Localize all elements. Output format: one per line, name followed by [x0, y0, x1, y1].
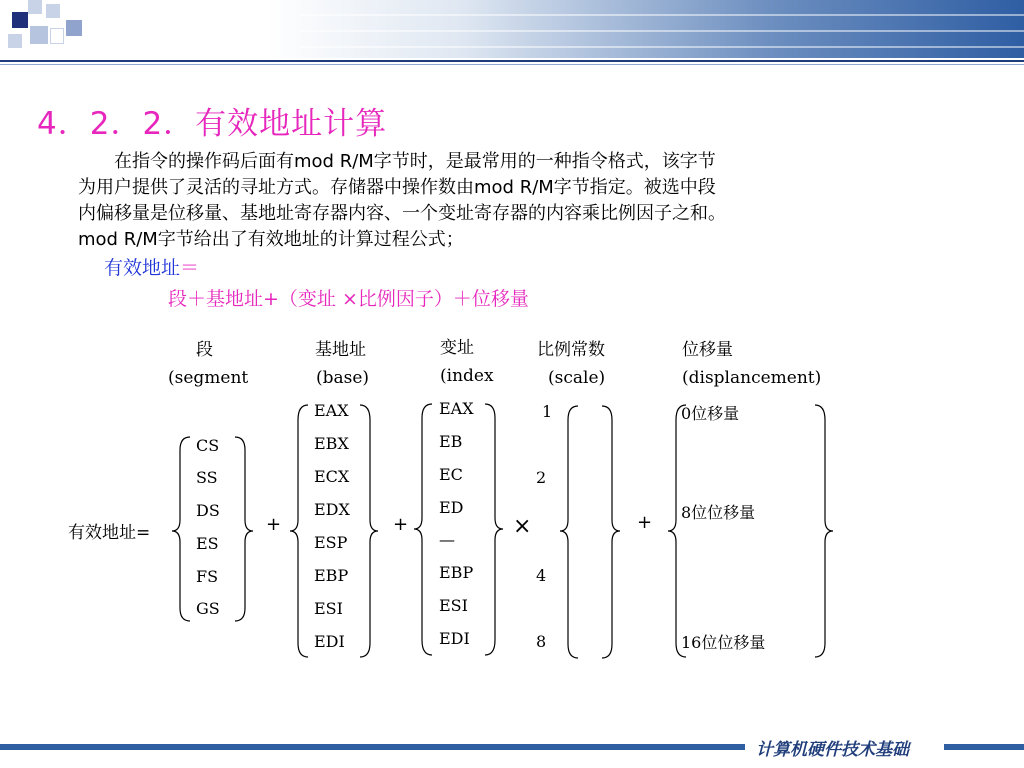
scale-value: 1 — [542, 402, 553, 421]
base-register: ESI — [314, 599, 343, 618]
base-register: EBX — [314, 434, 349, 453]
scale-value: 2 — [536, 468, 547, 487]
header-scale-en: (scale) — [548, 368, 606, 388]
index-register: EB — [439, 432, 463, 451]
displacement-option: 0位移量 — [681, 404, 740, 423]
header-segment-en: (segment — [168, 368, 249, 388]
scale-value: 8 — [536, 632, 547, 651]
right-brace — [815, 405, 833, 657]
segment-register: GS — [196, 599, 220, 618]
footer-title: 计算机硬件技术基础 — [756, 740, 909, 760]
index-register: EBP — [439, 563, 474, 582]
formula-term: 有效地址 — [104, 257, 181, 279]
header-scale-cn: 比例常数 — [537, 340, 605, 360]
base-register: ESP — [314, 533, 348, 552]
left-brace — [668, 405, 686, 657]
base-register: EDI — [314, 632, 345, 651]
segment-register: FS — [196, 567, 219, 586]
index-register: ESI — [439, 596, 468, 615]
paragraph-line: mod R/M字节给出了有效地址的计算过程公式； — [78, 229, 464, 250]
page-title: 4．2．2．有效地址计算 — [37, 106, 388, 142]
left-brace — [290, 405, 308, 657]
segment-register: ES — [196, 534, 219, 553]
times-operator: × — [513, 514, 532, 539]
footer-bar — [0, 744, 745, 750]
lhs-label: 有效地址= — [68, 523, 151, 543]
plus-operator: + — [393, 514, 409, 535]
scale-value: 4 — [536, 566, 547, 585]
header-displacement-cn: 位移量 — [682, 340, 733, 360]
header-index-en: (index — [440, 366, 494, 386]
base-register: ECX — [314, 467, 350, 486]
base-register: EAX — [314, 401, 349, 420]
header-index-cn: 变址 — [440, 338, 474, 358]
segment-register: DS — [196, 501, 220, 520]
displacement-option: 16位位移量 — [681, 633, 766, 652]
index-register: EAX — [439, 399, 474, 418]
right-brace — [485, 404, 503, 655]
index-register: EC — [439, 465, 463, 484]
segment-register: SS — [196, 468, 218, 487]
left-brace — [414, 404, 432, 655]
header-base-cn: 基地址 — [315, 340, 366, 360]
left-brace — [560, 406, 578, 658]
index-register: — — [439, 530, 455, 549]
footer-bar — [944, 744, 1024, 750]
segment-register: CS — [196, 436, 220, 455]
formula-expression: 段＋基地址+（变址 ×比例因子）＋位移量 — [168, 288, 529, 310]
index-register: ED — [439, 498, 464, 517]
header-segment-cn: 段 — [196, 340, 213, 360]
right-brace — [602, 406, 620, 658]
left-brace — [172, 437, 190, 621]
base-register: EBP — [314, 566, 349, 585]
paragraph-line: 为用户提供了灵活的寻址方式。存储器中操作数由mod R/M字节指定。被选中段 — [78, 177, 716, 198]
plus-operator: + — [266, 514, 282, 535]
header-displacement-en: (displancement) — [682, 368, 822, 388]
index-register: EDI — [439, 629, 470, 648]
plus-operator: + — [637, 512, 653, 533]
formula-equals: ＝ — [180, 257, 200, 279]
header-base-en: (base) — [316, 368, 370, 388]
base-register: EDX — [314, 500, 350, 519]
paragraph-line: 内偏移量是位移量、基地址寄存器内容、一个变址寄存器的内容乘比例因子之和。 — [78, 203, 726, 224]
right-brace — [235, 437, 253, 621]
displacement-option: 8位位移量 — [681, 503, 756, 522]
right-brace — [360, 405, 378, 657]
paragraph-line: 在指令的操作码后面有mod R/M字节时，是最常用的一种指令格式，该字节 — [114, 151, 716, 172]
